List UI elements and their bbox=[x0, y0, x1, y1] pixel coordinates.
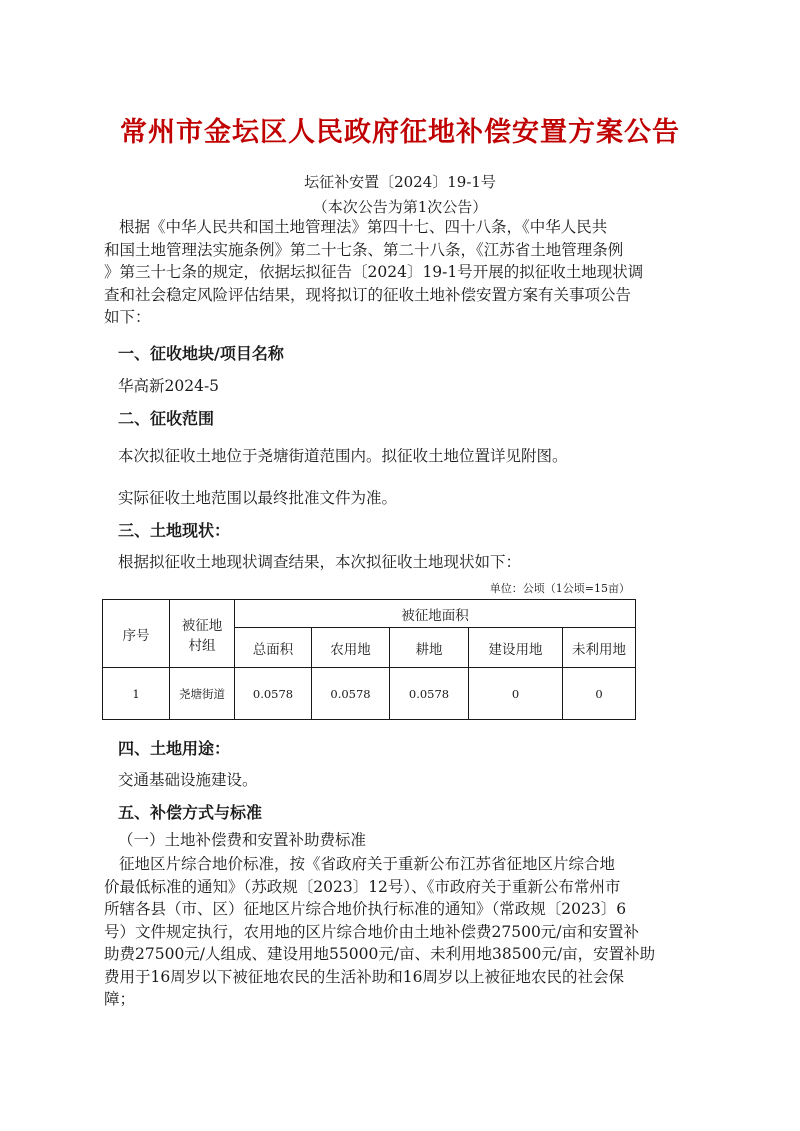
notice-title: 常州市金坛区人民政府征地补偿安置方案公告 bbox=[120, 117, 680, 148]
section-3-heading: 三、土地现状： bbox=[118, 521, 231, 540]
cell-seq: 1 bbox=[103, 668, 170, 720]
header-village bbox=[170, 600, 235, 668]
header-village-line1: 被征地 bbox=[181, 617, 223, 634]
scope-text-1: 本次拟征收土地位于尧塘街道范围内。拟征收土地位置详见附图。 bbox=[118, 447, 568, 465]
scope-text-2: 实际征收土地范围以最终批准文件为准。 bbox=[118, 489, 398, 507]
subheader-unused: 未利用地 bbox=[563, 628, 636, 668]
document-number: 坛征补安置〔2024〕19-1号 bbox=[304, 173, 496, 191]
cell-village: 尧塘街道 bbox=[170, 668, 235, 720]
intro-line: 根据《中华人民共和国土地管理法》第四十七、四十八条，《中华人民共 bbox=[119, 218, 608, 236]
compensation-line: 号）文件规定执行，农用地的区片综合地价由土地补偿费27500元/亩和安置补 bbox=[104, 922, 640, 941]
unit-note: 单位：公顷（1公顷=15亩） bbox=[489, 582, 630, 595]
cell-unused: 0 bbox=[563, 668, 636, 720]
subheader-arable: 耕地 bbox=[390, 628, 469, 668]
section-5-subheading: （一）土地补偿费和安置补助费标准 bbox=[118, 831, 367, 849]
subheader-construction: 建设用地 bbox=[469, 628, 563, 668]
cell-agri: 0.0578 bbox=[312, 668, 390, 720]
land-status-table bbox=[102, 599, 636, 720]
compensation-line: 价最低标准的通知》（苏政规〔2023〕12号）、《市政府关于重新公布常州市 bbox=[104, 877, 621, 896]
section-2-heading: 二、征收范围 bbox=[118, 409, 215, 428]
section-5-heading: 五、补偿方式与标准 bbox=[118, 803, 263, 822]
project-name: 华高新2024-5 bbox=[118, 377, 220, 395]
intro-paragraph bbox=[104, 216, 690, 329]
intro-line: 》第三十七条的规定，依据坛拟征告〔2024〕19-1号开展的拟征收土地现状调 bbox=[104, 263, 644, 281]
intro-line: 查和社会稳定风险评估结果，现将拟订的征收土地补偿安置方案有关事项公告 bbox=[104, 285, 632, 304]
compensation-paragraph bbox=[104, 853, 690, 1011]
notice-round: （本次公告为第1次公告） bbox=[312, 198, 488, 216]
land-use-text: 交通基础设施建设。 bbox=[118, 771, 258, 789]
cell-construction: 0 bbox=[469, 668, 563, 720]
section-1-heading: 一、征收地块/项目名称 bbox=[118, 344, 284, 363]
cell-total: 0.0578 bbox=[235, 668, 312, 720]
compensation-line: 所辖各县（市、区）征地区片综合地价执行标准的通知》（常政规〔2023〕6 bbox=[104, 900, 627, 918]
subheader-agri: 农用地 bbox=[312, 628, 390, 668]
header-area: 被征地面积 bbox=[235, 600, 636, 628]
compensation-line: 费用于16周岁以下被征地农民的生活补助和16周岁以上被征地农民的社会保 bbox=[104, 967, 624, 986]
compensation-line: 征地区片综合地价标准，按《省政府关于重新公布江苏省征地区片综合地 bbox=[119, 855, 616, 873]
intro-line: 如下： bbox=[104, 308, 151, 326]
header-seq: 序号 bbox=[103, 600, 170, 668]
subheader-total: 总面积 bbox=[235, 628, 312, 668]
compensation-line: 助费27500元/人组成、建设用地55000元/亩、未利用地38500元/亩，安置补助 bbox=[104, 945, 656, 963]
compensation-line: 障； bbox=[104, 990, 136, 1008]
status-text: 根据拟征收土地现状调查结果，本次拟征收土地现状如下： bbox=[118, 553, 522, 571]
table-row bbox=[103, 668, 636, 720]
intro-line: 和国土地管理法实施条例》第二十七条、第二十八条，《江苏省土地管理条例 bbox=[104, 240, 624, 259]
cell-arable: 0.0578 bbox=[390, 668, 469, 720]
header-village-line2: 村组 bbox=[188, 637, 216, 654]
section-4-heading: 四、土地用途： bbox=[118, 739, 231, 758]
